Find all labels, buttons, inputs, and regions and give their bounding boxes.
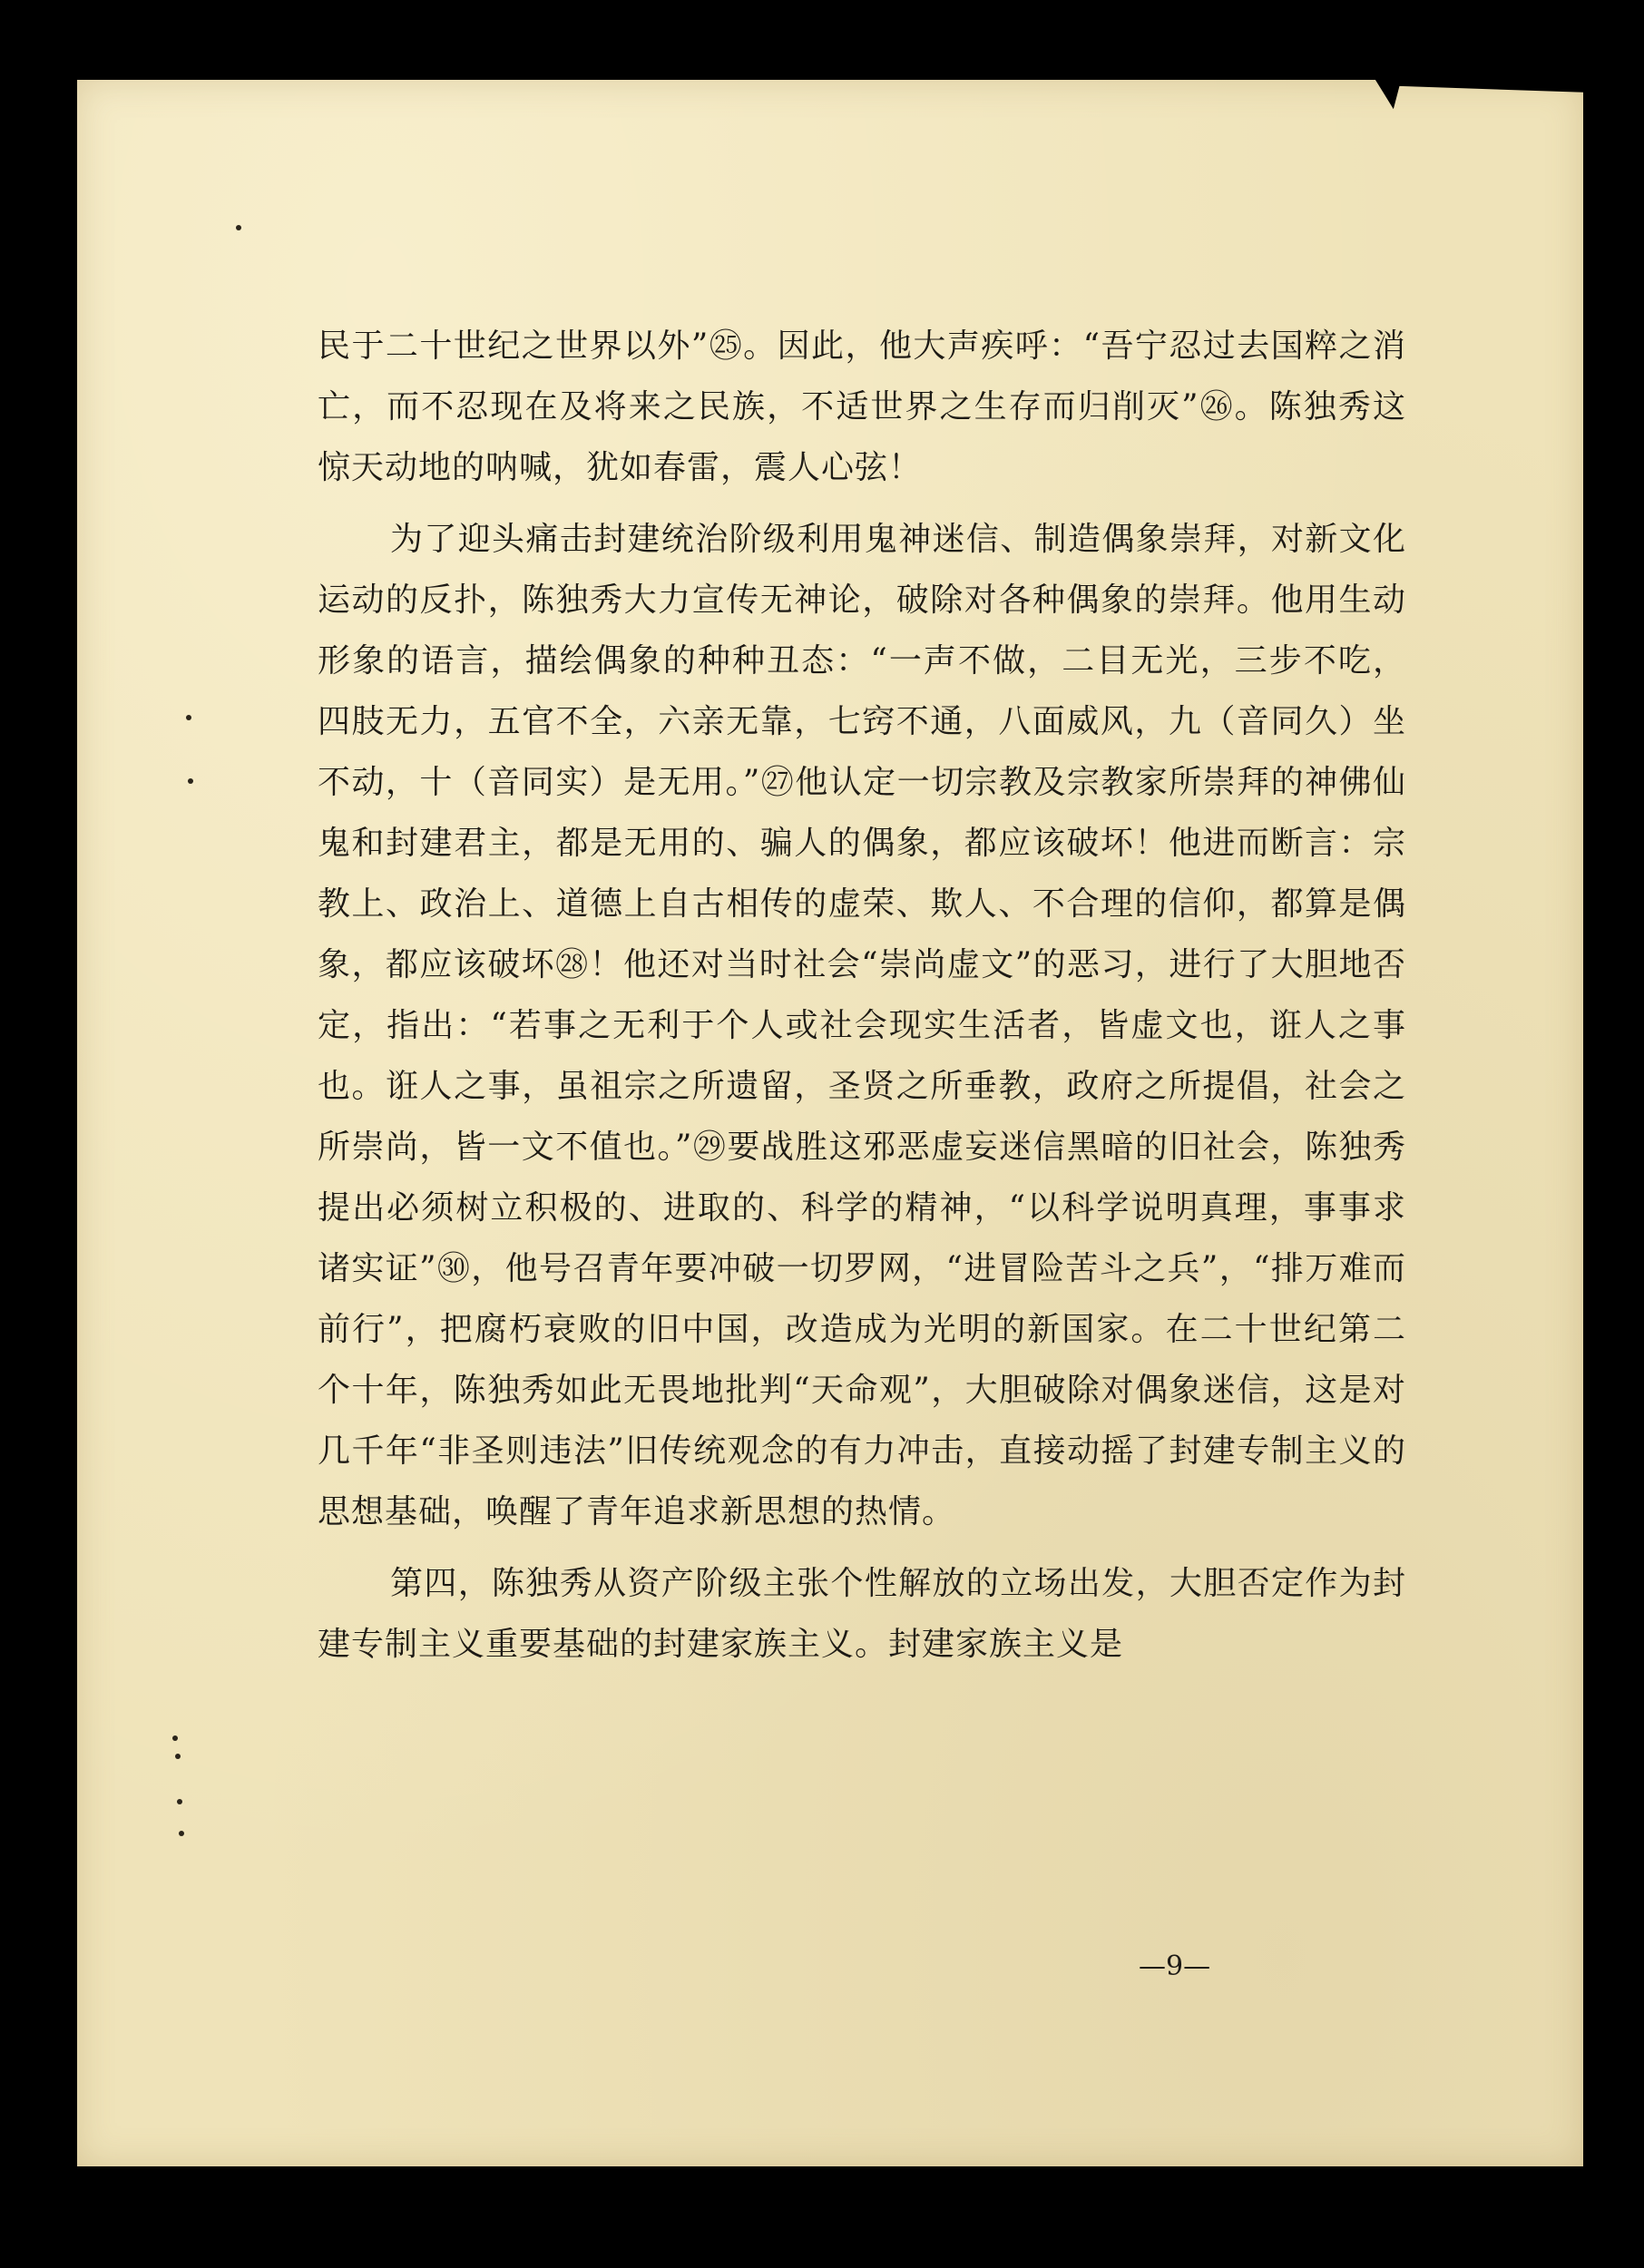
ink-speck <box>172 1735 178 1741</box>
page-number: —9— <box>1139 1950 1211 1982</box>
ink-speck <box>175 1754 181 1759</box>
ink-speck <box>236 225 241 230</box>
ink-speck <box>188 778 193 784</box>
paragraph-iconoclasm: 为了迎头痛击封建统治阶级利用鬼神迷信、制造偶象崇拜，对新文化运动的反扑，陈独秀大力宣传无神论，破除对各种偶象的崇拜。他用生动形象的语言，描绘偶象的种种丑态：“一声不做，二目无光，三步不吃，四肢无力，五官不全，六亲无靠，七窍不通，八面威风，九（音同久）坐不动，十（音同实）是无用。”㉗他认定一切宗教及宗教家所崇拜的神佛仙鬼和封建君主，都是无用的、骗人的偶象，都应该破坏！他进而断言：宗教上、政治上、道德上自古相传的虚荣、欺人、不合理的信仰，都算是偶象，都应该破坏㉘！他还对当时社会“崇尚虚文”的恶习，进行了大胆地否定，指出：“若事之无利于个人或社会现实生活者，皆虚文也，诳人之事也。诳人之事，虽祖宗之所遗留，圣贤之所垂教，政府之所提倡，社会之所崇尚，皆一文不值也。”㉙要战胜这邪恶虚妄迷信黑暗的旧社会，陈独秀提出必须树立积极的、进取的、科学的精神，“以科学说明真理，事事求诸实证”㉚，他号召青年要冲破一切罗网，“进冒险苦斗之兵”，“排万难而前行”，把腐朽衰败的旧中国，改造成为光明的新国家。在二十世纪第二个十年，陈独秀如此无畏地批判“天命观”，大胆破除对偶象迷信，这是对几千年“非圣则违法”旧传统观念的有力冲击，直接动摇了封建专制主义的思想基础，唤醒了青年追求新思想的热情。 <box>318 521 1406 1530</box>
ink-speck <box>179 1831 184 1836</box>
ink-speck <box>177 1799 182 1804</box>
body-text <box>318 316 1406 1675</box>
paragraph-fourth-point: 第四，陈独秀从资产阶级主张个性解放的立场出发，大胆否定作为封建专制主义重要基础的封建家族主义。封建家族主义是 <box>318 1565 1406 1663</box>
paragraph-continued: 民于二十世纪之世界以外”㉕。因此，他大声疾呼：“吾宁忍过去国粹之消亡，而不忍现在及将来之民族，不适世界之生存而归削灭”㉖。陈独秀这惊天动地的呐喊，犹如春雷，震人心弦！ <box>318 327 1406 486</box>
ink-speck <box>186 715 191 720</box>
